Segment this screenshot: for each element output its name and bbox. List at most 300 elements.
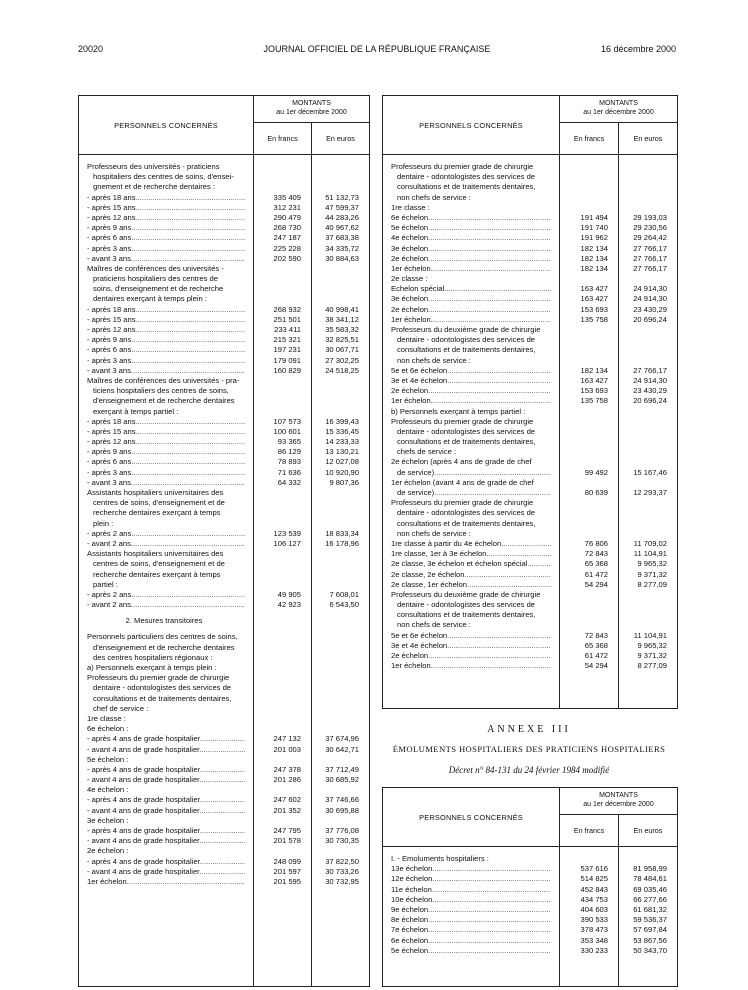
table-row [79, 498, 369, 508]
table-row [383, 580, 677, 590]
table-row [79, 673, 369, 683]
table-row [79, 244, 369, 254]
amount-euros: 20 696,24 [633, 396, 667, 406]
column-header-euros: En euros [633, 133, 663, 143]
row-label: 6e échelon ..... [391, 213, 551, 223]
table-row [383, 233, 677, 243]
table-row [79, 437, 369, 447]
row-label: 2e classe, 3e échelon et échelon spécial ..... [391, 559, 551, 569]
amount-francs: 537 616 [580, 864, 608, 874]
amount-francs: 197 231 [273, 345, 301, 355]
table-row [383, 529, 677, 539]
table-row [79, 600, 369, 610]
row-label: 2e classe : [391, 274, 428, 284]
table-row [79, 325, 369, 335]
table-row [79, 386, 369, 396]
page-header [78, 44, 676, 58]
row-label: 4e échelon ..... [391, 233, 551, 243]
column-header-montants [254, 96, 369, 122]
table-row [383, 305, 677, 315]
amount-francs: 182 134 [580, 243, 608, 253]
table-row [383, 570, 677, 580]
amount-euros: 20 696,24 [633, 314, 667, 324]
amount-francs: 182 134 [580, 365, 608, 375]
row-label: Maîtres de conférences des universités - pra- [87, 375, 240, 385]
amount-euros: 34 335,72 [325, 243, 359, 253]
table-row [383, 366, 677, 376]
table-row [79, 162, 369, 172]
row-label: 2e échelon (après 4 ans de grade de chef [391, 457, 532, 467]
row-label: 2e échelon ..... [391, 305, 551, 315]
table-row [79, 877, 369, 887]
amount-francs: 86 129 [277, 447, 301, 457]
table-row [79, 734, 369, 744]
row-label: Assistants hospitaliers universitaires des [87, 488, 224, 497]
table-row [79, 172, 369, 182]
row-label: consultations et de traitements dentaires, [397, 437, 536, 447]
row-label: 4e échelon : [87, 785, 129, 795]
amount-francs: 247 602 [273, 795, 301, 805]
table-row [79, 182, 369, 192]
amount-francs: 179 091 [273, 355, 301, 365]
row-label: praticiens hospitaliers des centres de [93, 274, 218, 284]
amount-euros: 47 599,37 [325, 202, 359, 212]
amount-euros: 12 293,37 [633, 488, 667, 497]
row-label: Professeurs du premier grade de chirurgie [87, 673, 230, 683]
table-row [79, 590, 369, 600]
amount-francs: 268 932 [273, 304, 301, 314]
row-label: Professeurs du premier grade de chirurgie [391, 416, 534, 426]
row-label: - avant 3 ans ..... [87, 254, 245, 264]
row-label: - après 4 ans de grade hospitalier ..... [87, 765, 245, 775]
table-row [383, 936, 677, 946]
row-label: plein : [93, 518, 114, 528]
row-label: non chefs de service : [397, 528, 471, 538]
row-label: 12e échelon ..... [391, 874, 551, 884]
amount-francs: 335 409 [273, 192, 301, 202]
row-label: - après 2 ans ..... [87, 590, 245, 600]
annex-decree: Décret n° 84-131 du 24 février 1984 modifié [448, 765, 610, 775]
row-label: 2e classe, 2e échelon ..... [391, 570, 551, 580]
amount-euros: 37 776,08 [325, 826, 359, 835]
row-label: 2e échelon ..... [391, 254, 551, 264]
row-label: ticiens hospitaliers des centres de soins, [93, 386, 229, 396]
row-label: 3e échelon ..... [391, 294, 551, 304]
table-row [79, 508, 369, 518]
amount-euros: 66 277,66 [633, 894, 667, 904]
table-row [383, 172, 677, 182]
row-label: 3e échelon ..... [391, 244, 551, 254]
row-label: 3e et 4e échelon ..... [391, 641, 551, 651]
montants-label: MONTANTS [599, 100, 638, 107]
row-label: dentaires exerçant à temps plein : [93, 294, 207, 304]
amount-francs: 191 962 [580, 233, 608, 243]
row-label: a) Personnels exerçant à temps plein : [87, 663, 217, 672]
row-label: - avant 4 ans de grade hospitalier ..... [87, 775, 245, 785]
table-row [383, 590, 677, 600]
amount-euros: 29 193,03 [633, 212, 667, 222]
table-row [79, 284, 369, 294]
row-label: 1re classe : [391, 202, 430, 212]
amount-francs: 247 187 [273, 233, 301, 243]
table-row [79, 580, 369, 590]
amount-francs: 42 923 [277, 600, 301, 610]
amount-francs: 160 829 [273, 365, 301, 375]
amount-francs: 64 332 [277, 477, 301, 487]
row-label: Assistants hospitaliers universitaires des [87, 549, 224, 559]
amount-euros: 23 430,29 [633, 386, 667, 396]
montants-label: MONTANTS [599, 792, 638, 799]
table-row [79, 356, 369, 366]
montants-label: MONTANTS [292, 100, 331, 107]
amount-francs: 163 427 [580, 294, 608, 304]
amount-francs: 247 795 [273, 826, 301, 835]
table-row [383, 946, 677, 956]
amount-francs: 80 639 [584, 488, 608, 497]
amount-euros: 30 642,71 [325, 744, 359, 754]
column-header-personnel: PERSONNELS CONCERNÉS [419, 120, 523, 130]
annex-title: ANNEXE III [487, 724, 571, 735]
table-row [79, 457, 369, 467]
table-row [79, 305, 369, 315]
table-row [79, 345, 369, 355]
amount-francs: 93 365 [277, 437, 301, 447]
amount-euros: 29 230,56 [633, 223, 667, 233]
row-label: chef de service : [93, 703, 149, 713]
row-label: 6e échelon : [87, 724, 129, 734]
amount-francs: 434 753 [580, 894, 608, 904]
table-row [79, 468, 369, 478]
row-label: - après 18 ans ..... [87, 417, 245, 427]
row-label: 1er échelon ..... [391, 661, 551, 671]
amount-francs: 251 501 [273, 314, 301, 324]
amount-euros: 38 341,12 [325, 314, 359, 324]
salary-table-left [78, 95, 370, 987]
header-divider [79, 154, 369, 155]
table-row [79, 826, 369, 836]
table-row [79, 653, 369, 663]
table-row [79, 376, 369, 386]
amount-francs: 163 427 [580, 284, 608, 294]
table-row [79, 632, 369, 642]
table-row [383, 488, 677, 498]
row-label: 1er échelon ..... [391, 315, 551, 325]
table-row [79, 478, 369, 488]
row-label: Professeurs du premier grade de chirurgie [391, 498, 534, 508]
table-row [383, 254, 677, 264]
row-label: - après 18 ans ..... [87, 193, 245, 203]
row-label: - après 12 ans ..... [87, 325, 245, 335]
amount-euros: 37 683,38 [325, 233, 359, 243]
table-row [383, 925, 677, 935]
row-label: - après 4 ans de grade hospitalier ..... [87, 795, 245, 805]
amount-francs: 233 411 [274, 325, 301, 334]
table-row [383, 203, 677, 213]
table-row [383, 244, 677, 254]
row-label: Professeurs du deuxième grade de chirurgie [391, 325, 541, 334]
amount-euros: 40 998,41 [325, 304, 359, 314]
table-body [79, 162, 369, 887]
amount-euros: 29 264,42 [633, 233, 667, 243]
row-label: d'enseignement et de recherche dentaires [93, 642, 235, 652]
row-label: - après 9 ans ..... [87, 223, 245, 233]
column-header-francs: En francs [267, 133, 298, 143]
column-header-euros: En euros [633, 825, 663, 835]
row-label: recherche dentaires exerçant à temps [93, 508, 221, 518]
amount-francs: 61 472 [584, 651, 608, 660]
table-row [79, 488, 369, 498]
row-label: - après 2 ans ..... [87, 529, 245, 539]
amount-francs: 191 494 [580, 212, 608, 222]
amount-euros: 24 518,25 [325, 365, 359, 375]
table-row [383, 447, 677, 457]
table-row [383, 905, 677, 915]
amount-francs: 390 533 [580, 915, 608, 925]
row-label: - après 9 ans ..... [87, 447, 245, 457]
amount-euros: 11 709,02 [633, 538, 667, 548]
amount-francs: 153 693 [580, 304, 608, 314]
row-label: de service) ..... [397, 488, 551, 498]
table-row [79, 233, 369, 243]
row-label: - après 4 ans de grade hospitalier ..... [87, 734, 245, 744]
amount-francs: 107 573 [273, 416, 301, 426]
row-label: 10e échelon ..... [391, 895, 551, 905]
table-row [383, 264, 677, 274]
row-label: - après 3 ans ..... [87, 244, 245, 254]
amount-francs: 378 473 [580, 925, 608, 935]
row-label: b) Personnels exerçant à temps partiel : [391, 406, 526, 416]
table-row [383, 915, 677, 925]
table-row [383, 386, 677, 396]
table-row [383, 213, 677, 223]
amount-francs: 72 843 [584, 549, 608, 559]
amount-francs: 202 590 [273, 253, 301, 263]
row-label: soins, d'enseignement et de recherche [93, 284, 224, 294]
table-row [383, 600, 677, 610]
amount-francs: 106 127 [273, 538, 301, 548]
amount-euros: 9 965,32 [637, 640, 667, 650]
row-label: hospitaliers des centres de soins, d'ensei- [93, 172, 234, 182]
table-row [383, 885, 677, 895]
row-label: exerçant à temps partiel : [93, 406, 179, 416]
annex-subtitle: ÉMOLUMENTS HOSPITALIERS DES PRATICIENS HOSPITALIERS [392, 744, 666, 754]
amount-francs: 201 595 [273, 876, 301, 886]
row-label: gnement et de recherche dentaires : [93, 182, 215, 192]
table-row [383, 895, 677, 905]
row-label: dentaire - odontologistes des services de [397, 172, 536, 182]
row-label: 5e échelon : [87, 754, 129, 764]
column-header-montants [560, 96, 677, 122]
table-row [383, 376, 677, 386]
amount-francs: 201 003 [273, 744, 301, 754]
date-line-label: au 1er décembre 2000 [583, 108, 654, 116]
row-label: 3e et 4e échelon ..... [391, 376, 551, 386]
row-label: Echelon spécial ..... [391, 284, 551, 294]
header-divider [560, 122, 677, 123]
amount-euros: 30 730,35 [325, 836, 359, 846]
row-label: 6e échelon ..... [391, 936, 551, 946]
amount-francs: 65 368 [584, 559, 608, 569]
row-label: 1re classe : [87, 713, 126, 723]
row-label: consultations et de traitements dentaires, [93, 693, 232, 703]
table-row [383, 315, 677, 325]
row-label: - après 12 ans ..... [87, 213, 245, 223]
table-row [383, 284, 677, 294]
amount-francs: 123 539 [273, 528, 301, 538]
amount-euros: 24 914,30 [633, 284, 667, 294]
amount-francs: 182 134 [580, 263, 608, 273]
amount-francs: 54 294 [584, 579, 608, 589]
table-row [383, 661, 677, 671]
column-header-personnel: PERSONNELS CONCERNÉS [114, 120, 218, 130]
amount-euros: 59 536,37 [633, 915, 667, 925]
table-row [79, 203, 369, 213]
row-label: Personnels particuliers des centres de soins, [87, 632, 238, 642]
row-label: 1re classe, 1er à 3e échelon ..... [391, 549, 551, 559]
amount-euros: 30 732,95 [325, 876, 359, 886]
row-label: - après 3 ans ..... [87, 356, 245, 366]
table-row [79, 549, 369, 559]
amount-euros: 69 035,46 [633, 884, 667, 894]
table-row [79, 223, 369, 233]
table-row [383, 407, 677, 417]
amount-euros: 18 833,34 [325, 528, 359, 538]
table-row [79, 683, 369, 693]
amount-euros: 30 685,92 [325, 775, 359, 785]
amount-euros: 30 884,63 [325, 253, 359, 263]
amount-euros: 27 766,17 [633, 253, 667, 263]
amount-euros: 15 336,45 [325, 426, 359, 436]
row-label: - après 4 ans de grade hospitalier ..... [87, 826, 245, 836]
table-row [79, 846, 369, 856]
row-label: consultations et de traitements dentaires, [397, 182, 536, 192]
table-row [79, 836, 369, 846]
row-label: dentaire - odontologistes des services de [397, 600, 536, 610]
amount-euros: 50 343,70 [633, 945, 667, 955]
amount-euros: 53 867,56 [633, 935, 667, 945]
table-row [79, 559, 369, 569]
table-row [383, 498, 677, 508]
row-label: dentaire - odontologistes des services de [93, 683, 232, 693]
table-row [79, 724, 369, 734]
table-row [383, 162, 677, 172]
table-row [79, 335, 369, 345]
amount-euros: 11 104,91 [633, 549, 667, 559]
table-row [79, 315, 369, 325]
table-row [383, 539, 677, 549]
table-row [383, 519, 677, 529]
amount-euros: 9 965,32 [637, 559, 667, 569]
row-label: - après 6 ans ..... [87, 457, 245, 467]
amount-francs: 76 806 [584, 538, 608, 548]
table-body [383, 162, 677, 671]
amount-francs: 330 233 [580, 945, 608, 955]
row-label: - après 18 ans ..... [87, 305, 245, 315]
amount-francs: 49 905 [277, 589, 301, 599]
table-row [79, 714, 369, 724]
table-row [383, 193, 677, 203]
row-label: 1er échelon ..... [391, 396, 551, 406]
row-label: - après 3 ans ..... [87, 468, 245, 478]
table-row [383, 335, 677, 345]
table-row [383, 549, 677, 559]
table-row [79, 704, 369, 714]
header-divider [254, 122, 369, 123]
amount-euros: 61 681,32 [633, 904, 667, 914]
amount-euros: 30 733,26 [325, 866, 359, 876]
amount-euros: 40 967,62 [325, 223, 359, 233]
table-row [79, 417, 369, 427]
table-row [383, 874, 677, 884]
table-row [79, 294, 369, 304]
table-row [383, 641, 677, 651]
row-label: 5e échelon ..... [391, 946, 551, 956]
table-row [79, 254, 369, 264]
amount-euros: 6 543,50 [329, 600, 359, 610]
table-row [383, 223, 677, 233]
row-label: - avant 4 ans de grade hospitalier ..... [87, 745, 245, 755]
amount-francs: 135 758 [580, 314, 608, 324]
row-label: - après 12 ans ..... [87, 437, 245, 447]
row-label: consultations et de traitements dentaires, [397, 610, 536, 620]
amount-euros: 9 807,36 [329, 477, 359, 487]
row-label: 2e classe, 1er échelon ..... [391, 580, 551, 590]
row-label: des centres hospitaliers régionaux : [93, 652, 213, 662]
amount-francs: 247 132 [273, 734, 301, 744]
table-row [383, 610, 677, 620]
row-label: - avant 3 ans ..... [87, 478, 245, 488]
row-label: 2e échelon ..... [391, 386, 551, 396]
row-label: non chefs de service : [397, 192, 471, 202]
row-label: - avant 2 ans ..... [87, 539, 245, 549]
amount-francs: 135 758 [580, 396, 608, 406]
table-row [79, 519, 369, 529]
row-label: dentaire - odontologistes des services de [397, 426, 536, 436]
amount-francs: 268 730 [273, 223, 301, 233]
amount-euros: 24 914,30 [633, 294, 667, 304]
amount-euros: 37 746,66 [325, 795, 359, 805]
row-label: 2e échelon : [87, 846, 129, 856]
row-label: 3e échelon : [87, 815, 129, 825]
amount-francs: 72 843 [584, 630, 608, 640]
amount-euros: 37 712,49 [325, 764, 359, 774]
amount-francs: 353 348 [580, 935, 608, 945]
table-row [79, 539, 369, 549]
row-label: centres de soins, d'enseignement et de [93, 559, 225, 569]
table-row [383, 182, 677, 192]
header-divider [383, 846, 677, 847]
amount-francs: 452 843 [580, 884, 608, 894]
amount-euros: 15 167,46 [633, 467, 667, 477]
row-label: - après 6 ans ..... [87, 233, 245, 243]
amount-euros: 14 233,33 [325, 437, 359, 447]
amount-euros: 35 583,32 [325, 325, 359, 334]
amount-euros: 13 130,21 [325, 447, 359, 457]
amount-francs: 404 603 [580, 904, 608, 914]
amount-euros: 7 608,01 [329, 589, 359, 599]
row-label: consultations et de traitements dentaires, [397, 518, 536, 528]
table-row [79, 816, 369, 826]
row-label: - avant 4 ans de grade hospitalier ..... [87, 836, 245, 846]
table-row [79, 407, 369, 417]
table-row [79, 857, 369, 867]
row-label: 1er échelon ..... [87, 877, 245, 887]
table-row [79, 643, 369, 653]
table-row [79, 529, 369, 539]
row-label: recherche dentaires exerçant à temps [93, 569, 221, 579]
amount-francs: 163 427 [580, 375, 608, 385]
row-label: - avant 3 ans ..... [87, 366, 245, 376]
